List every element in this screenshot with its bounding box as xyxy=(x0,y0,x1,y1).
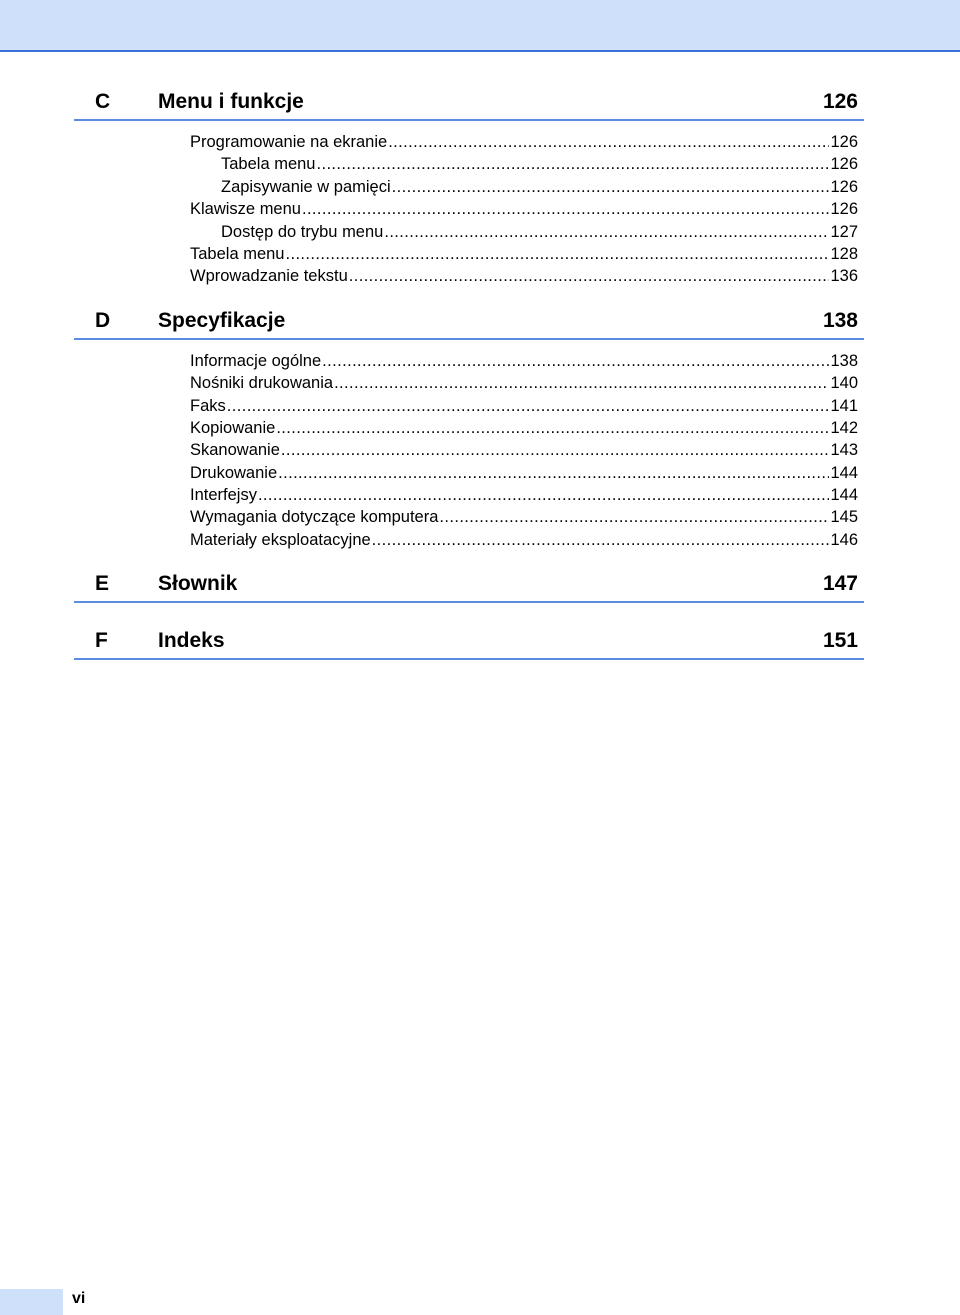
chapter-title: Słownik xyxy=(158,572,238,596)
chapter-letter: E xyxy=(95,572,110,596)
toc-entry[interactable] xyxy=(74,372,864,394)
toc-entry-title: Programowanie na ekranie xyxy=(190,133,388,151)
dot-leader xyxy=(258,484,830,506)
dot-leader xyxy=(388,131,829,153)
toc-entry-page: 126 xyxy=(830,155,858,174)
toc-entry-page: 126 xyxy=(830,133,858,151)
toc-entry-title: Drukowanie xyxy=(190,463,278,482)
chapter-page: 126 xyxy=(822,90,858,113)
chapter-letter: F xyxy=(95,629,108,653)
chapter-heading-f[interactable] xyxy=(74,626,864,660)
toc-entry-title: Dostęp do trybu menu xyxy=(221,222,384,241)
toc-entry[interactable] xyxy=(74,395,864,417)
dot-leader xyxy=(384,221,829,243)
chapter-title: Specyfikacje xyxy=(158,308,286,332)
chapter-letter: C xyxy=(95,90,111,113)
chapter-heading-d[interactable] xyxy=(74,306,864,340)
toc-entry-page: 142 xyxy=(830,418,858,437)
dot-leader xyxy=(278,462,829,484)
toc-entry[interactable] xyxy=(74,529,864,551)
toc-entry-page: 141 xyxy=(830,396,858,415)
chapter-entries-c xyxy=(74,121,864,288)
spacer xyxy=(74,288,864,306)
toc-entry-page: 138 xyxy=(830,351,858,370)
chapter-page: 151 xyxy=(822,629,858,653)
table-of-contents xyxy=(74,87,864,660)
toc-entry[interactable] xyxy=(74,221,864,243)
toc-entry-page: 140 xyxy=(830,374,858,393)
toc-entry-page: 146 xyxy=(830,530,858,549)
header-band xyxy=(0,0,960,52)
dot-leader xyxy=(316,153,829,175)
toc-entry[interactable] xyxy=(74,484,864,506)
toc-entry[interactable] xyxy=(74,243,864,265)
toc-entry-page: 126 xyxy=(830,177,858,196)
chapter-letter: D xyxy=(95,308,111,332)
page-number: vi xyxy=(72,1290,86,1307)
toc-entry-page: 127 xyxy=(830,222,858,241)
toc-entry[interactable] xyxy=(74,350,864,372)
dot-leader xyxy=(372,529,830,551)
dot-leader xyxy=(349,265,830,287)
footer-band xyxy=(0,1289,63,1315)
chapter-heading-c[interactable] xyxy=(74,87,864,121)
toc-entry-page: 145 xyxy=(830,508,858,527)
toc-entry-page: 144 xyxy=(830,463,858,482)
toc-entry-title: Kopiowanie xyxy=(190,418,276,437)
chapter-entries-d xyxy=(74,340,864,552)
dot-leader xyxy=(392,176,830,198)
dot-leader xyxy=(227,395,830,417)
toc-entry-page: 143 xyxy=(830,441,858,460)
toc-entry-title: Klawisze menu xyxy=(190,200,301,219)
dot-leader xyxy=(439,506,829,528)
dot-leader xyxy=(334,372,829,394)
toc-entry-title: Wprowadzanie tekstu xyxy=(190,267,348,286)
toc-entry-title: Skanowanie xyxy=(190,441,280,460)
dot-leader xyxy=(281,439,830,461)
toc-entry-title: Materiały eksploatacyjne xyxy=(190,530,371,549)
toc-entry-title: Interfejsy xyxy=(190,486,257,505)
toc-entry[interactable] xyxy=(74,417,864,439)
chapter-title: Menu i funkcje xyxy=(158,90,304,113)
toc-entry-title: Tabela menu xyxy=(221,155,316,174)
toc-entry-page: 128 xyxy=(830,244,858,263)
dot-leader xyxy=(322,350,829,372)
toc-entry[interactable] xyxy=(74,462,864,484)
toc-entry-page: 136 xyxy=(830,267,858,286)
toc-entry[interactable] xyxy=(74,506,864,528)
toc-entry[interactable] xyxy=(74,131,864,153)
toc-entry[interactable] xyxy=(74,439,864,461)
toc-entry[interactable] xyxy=(74,153,864,175)
toc-entry[interactable] xyxy=(74,176,864,198)
dot-leader xyxy=(285,243,829,265)
toc-entry-page: 144 xyxy=(830,486,858,505)
toc-entry-title: Wymagania dotyczące komputera xyxy=(190,508,439,527)
chapter-page: 138 xyxy=(822,308,858,332)
chapter-title: Indeks xyxy=(158,629,225,653)
dot-leader xyxy=(302,198,830,220)
chapter-page: 147 xyxy=(822,572,858,596)
toc-entry-title: Tabela menu xyxy=(190,244,285,263)
toc-entry-title: Faks xyxy=(190,396,226,415)
toc-entry-title: Informacje ogólne xyxy=(190,351,322,370)
spacer xyxy=(74,551,864,569)
dot-leader xyxy=(276,417,829,439)
toc-entry-title: Zapisywanie w pamięci xyxy=(221,177,391,196)
chapter-heading-e[interactable] xyxy=(74,569,864,603)
toc-entry[interactable] xyxy=(74,198,864,220)
toc-entry[interactable] xyxy=(74,265,864,287)
spacer xyxy=(74,603,864,626)
toc-entry-page: 126 xyxy=(830,200,858,219)
toc-entry-title: Nośniki drukowania xyxy=(190,374,334,393)
